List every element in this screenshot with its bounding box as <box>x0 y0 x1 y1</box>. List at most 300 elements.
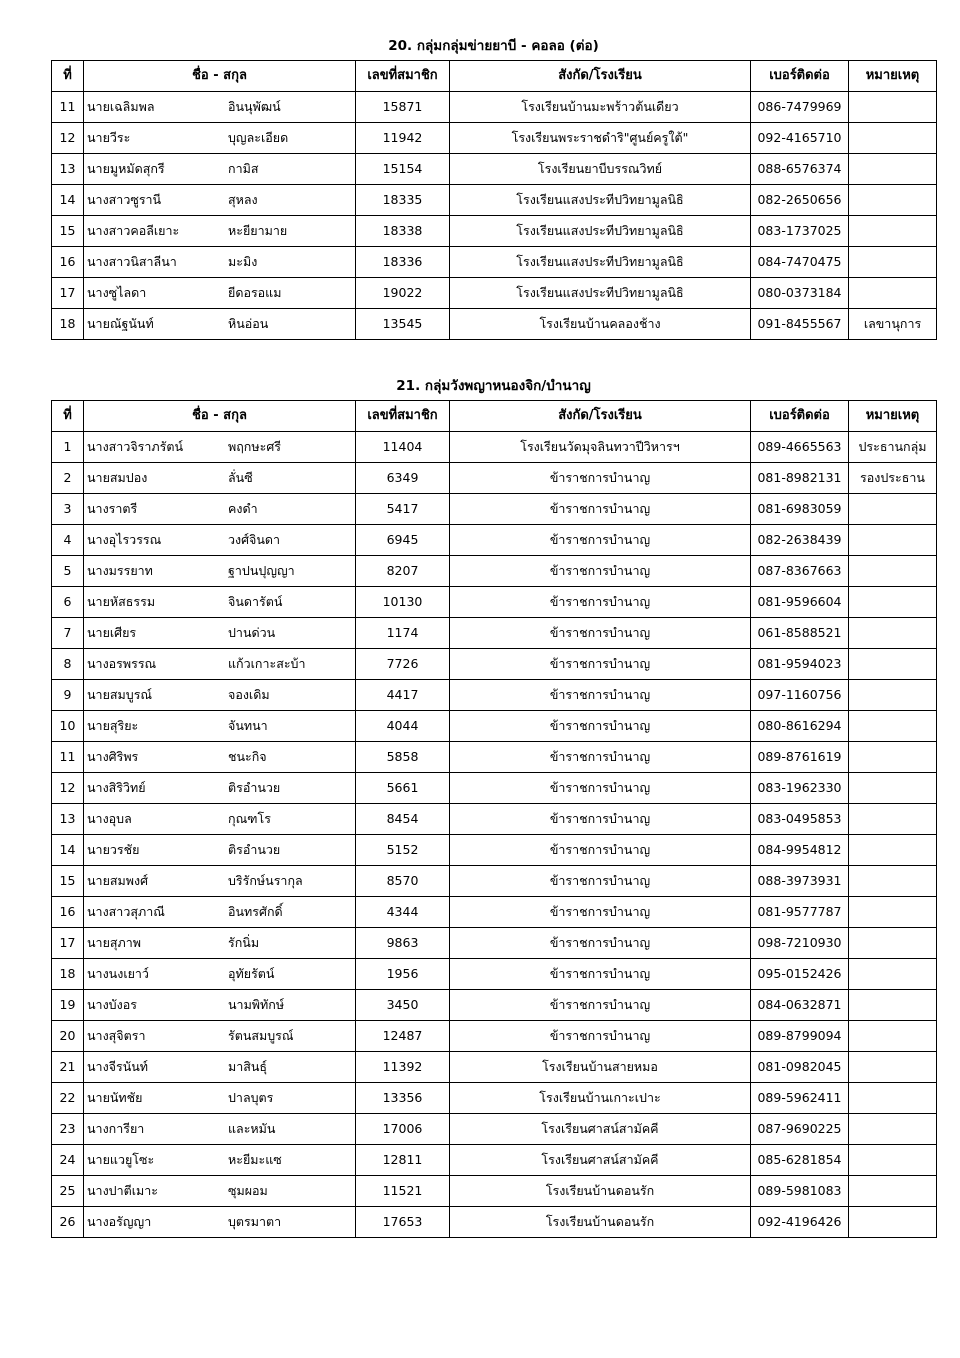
cell-note <box>849 773 937 804</box>
table-row <box>52 587 937 618</box>
last-name: แก้วเกาะสะบ้า <box>228 656 306 671</box>
cell-member-id: 6349 <box>356 463 450 494</box>
cell-member-id: 8570 <box>356 866 450 897</box>
cell-no: 18 <box>52 959 84 990</box>
cell-name <box>84 556 356 587</box>
table-row <box>52 680 937 711</box>
cell-name <box>84 835 356 866</box>
first-name: นายหัสธรรม <box>87 594 156 609</box>
cell-no: 11 <box>52 742 84 773</box>
table-body-20 <box>52 92 937 340</box>
cell-no: 4 <box>52 525 84 556</box>
first-name: นายสมบูรณ์ <box>87 687 153 702</box>
last-name: มาสินธุ์ <box>228 1059 268 1074</box>
table-row <box>52 309 937 340</box>
cell-name <box>84 742 356 773</box>
cell-member-id: 17006 <box>356 1114 450 1145</box>
last-name: พฤกษะศรี <box>228 439 281 454</box>
last-name: วงศ์จินดา <box>228 532 281 547</box>
cell-note: เลขานุการ <box>849 309 937 340</box>
cell-name <box>84 990 356 1021</box>
last-name: รัตนสมบูรณ์ <box>228 1028 294 1043</box>
cell-note <box>849 92 937 123</box>
last-name: ติรอำนวย <box>228 842 281 857</box>
cell-school: ข้าราชการบำนาญ <box>450 959 751 990</box>
last-name: ซุมผอม <box>228 1183 268 1198</box>
cell-phone: 092-4165710 <box>751 123 849 154</box>
header-school: สังกัด/โรงเรียน <box>450 401 751 432</box>
cell-member-id: 18335 <box>356 185 450 216</box>
last-name: ชนะกิจ <box>228 749 267 764</box>
cell-no: 13 <box>52 804 84 835</box>
first-name: นางสาวสุภาณี <box>87 904 165 919</box>
cell-name <box>84 463 356 494</box>
cell-no: 6 <box>52 587 84 618</box>
first-name: นางนงเยาว์ <box>87 966 149 981</box>
cell-note <box>849 649 937 680</box>
cell-no: 7 <box>52 618 84 649</box>
cell-no: 1 <box>52 432 84 463</box>
cell-phone: 087-9690225 <box>751 1114 849 1145</box>
table-row <box>52 494 937 525</box>
table-row <box>52 1207 937 1238</box>
cell-name <box>84 928 356 959</box>
cell-school: ข้าราชการบำนาญ <box>450 773 751 804</box>
last-name: บุญละเอียด <box>228 130 289 145</box>
cell-note <box>849 618 937 649</box>
cell-phone: 098-7210930 <box>751 928 849 959</box>
table-header-row <box>52 61 937 92</box>
last-name: หะยียามาย <box>228 223 288 238</box>
last-name: มะมิง <box>228 254 258 269</box>
cell-phone: 097-1160756 <box>751 680 849 711</box>
cell-note <box>849 494 937 525</box>
cell-phone: 095-0152426 <box>751 959 849 990</box>
last-name: อุทัยรัตน์ <box>228 966 275 981</box>
cell-school: ข้าราชการบำนาญ <box>450 866 751 897</box>
last-name: ฐาปนปุญญา <box>228 563 295 578</box>
table-row <box>52 216 937 247</box>
cell-school: ข้าราชการบำนาญ <box>450 680 751 711</box>
first-name: นายสมปอง <box>87 470 148 485</box>
cell-school: ข้าราชการบำนาญ <box>450 835 751 866</box>
cell-phone: 087-8367663 <box>751 556 849 587</box>
first-name: นางอุบล <box>87 811 132 826</box>
cell-school: ข้าราชการบำนาญ <box>450 711 751 742</box>
first-name: นางซูไลดา <box>87 285 147 300</box>
last-name: นามพิทักษ์ <box>228 997 285 1012</box>
cell-no: 22 <box>52 1083 84 1114</box>
section-21-title: 21. กลุ่มวังพญาหนองจิก/บำนาญ <box>396 378 591 394</box>
cell-phone: 081-8982131 <box>751 463 849 494</box>
cell-phone: 091-8455567 <box>751 309 849 340</box>
cell-name <box>84 711 356 742</box>
cell-member-id: 13545 <box>356 309 450 340</box>
first-name: นางจีรนันท์ <box>87 1059 149 1074</box>
cell-no: 8 <box>52 649 84 680</box>
cell-note <box>849 1114 937 1145</box>
cell-school: โรงเรียนบ้านมะพร้าวต้นเดียว <box>450 92 751 123</box>
first-name: นางการียา <box>87 1121 145 1136</box>
cell-school: โรงเรียนแสงประทีปวิทยามูลนิธิ <box>450 185 751 216</box>
cell-member-id: 9863 <box>356 928 450 959</box>
cell-name <box>84 773 356 804</box>
cell-member-id: 19022 <box>356 278 450 309</box>
cell-name <box>84 1052 356 1083</box>
last-name: บริรักษ์นรากุล <box>228 873 303 888</box>
cell-no: 24 <box>52 1145 84 1176</box>
last-name: และหมัน <box>228 1121 276 1136</box>
table-row <box>52 463 937 494</box>
table-header-row <box>52 401 937 432</box>
first-name: นายสุภาพ <box>87 935 142 950</box>
cell-member-id: 18336 <box>356 247 450 278</box>
cell-no: 19 <box>52 990 84 1021</box>
table-row <box>52 773 937 804</box>
cell-name <box>84 92 356 123</box>
cell-phone: 086-7479969 <box>751 92 849 123</box>
last-name: ยีดอรอแม <box>228 285 282 300</box>
cell-name <box>84 216 356 247</box>
cell-school: ข้าราชการบำนาญ <box>450 804 751 835</box>
cell-no: 13 <box>52 154 84 185</box>
table-row <box>52 1052 937 1083</box>
cell-member-id: 15154 <box>356 154 450 185</box>
last-name: ลั่นซี <box>228 470 253 485</box>
cell-name <box>84 959 356 990</box>
cell-name <box>84 897 356 928</box>
cell-name <box>84 278 356 309</box>
first-name: นางบังอร <box>87 997 137 1012</box>
cell-name <box>84 525 356 556</box>
cell-member-id: 15871 <box>356 92 450 123</box>
last-name: สุหลง <box>228 192 258 207</box>
cell-member-id: 3450 <box>356 990 450 1021</box>
header-phone: เบอร์ติดต่อ <box>751 61 849 92</box>
cell-name <box>84 154 356 185</box>
cell-name <box>84 1021 356 1052</box>
first-name: นางศิริพร <box>87 749 139 764</box>
cell-note <box>849 897 937 928</box>
last-name: ติรอำนวย <box>228 780 281 795</box>
cell-member-id: 18338 <box>356 216 450 247</box>
first-name: นายแวยูโซะ <box>87 1152 155 1167</box>
cell-name <box>84 185 356 216</box>
first-name: นายวีระ <box>87 130 131 145</box>
last-name: จันทนา <box>228 718 268 733</box>
cell-note <box>849 711 937 742</box>
header-member-id: เลขที่สมาชิก <box>356 61 450 92</box>
cell-member-id: 5858 <box>356 742 450 773</box>
cell-member-id: 11392 <box>356 1052 450 1083</box>
section-20 <box>51 34 936 340</box>
cell-note <box>849 1021 937 1052</box>
last-name: กามิส <box>228 161 259 176</box>
cell-member-id: 5152 <box>356 835 450 866</box>
cell-school: ข้าราชการบำนาญ <box>450 525 751 556</box>
cell-note: รองประธาน <box>849 463 937 494</box>
cell-name <box>84 432 356 463</box>
cell-note <box>849 990 937 1021</box>
header-note: หมายเหตุ <box>849 61 937 92</box>
table-row <box>52 742 937 773</box>
last-name: จินดารัตน์ <box>228 594 283 609</box>
cell-note: ประธานกลุ่ม <box>849 432 937 463</box>
first-name: นายเศียร <box>87 625 137 640</box>
cell-name <box>84 866 356 897</box>
cell-name <box>84 1207 356 1238</box>
cell-no: 16 <box>52 897 84 928</box>
cell-member-id: 11942 <box>356 123 450 154</box>
table-row <box>52 866 937 897</box>
cell-school: โรงเรียนยาบีบรรณวิทย์ <box>450 154 751 185</box>
cell-note <box>849 959 937 990</box>
table-row <box>52 804 937 835</box>
cell-no: 18 <box>52 309 84 340</box>
first-name: นางสุจิตรา <box>87 1028 146 1043</box>
cell-note <box>849 587 937 618</box>
table-row <box>52 1083 937 1114</box>
cell-name <box>84 1145 356 1176</box>
cell-school: ข้าราชการบำนาญ <box>450 494 751 525</box>
first-name: นายเฉลิมพล <box>87 99 155 114</box>
cell-phone: 081-6983059 <box>751 494 849 525</box>
cell-note <box>849 216 937 247</box>
cell-no: 17 <box>52 928 84 959</box>
last-name: บุตรมาตา <box>228 1214 282 1229</box>
cell-school: ข้าราชการบำนาญ <box>450 463 751 494</box>
table-row <box>52 123 937 154</box>
first-name: นายสุริยะ <box>87 718 139 733</box>
cell-school: ข้าราชการบำนาญ <box>450 897 751 928</box>
first-name: นางอุไรวรรณ <box>87 532 162 547</box>
table-row <box>52 649 937 680</box>
cell-school: โรงเรียนแสงประทีปวิทยามูลนิธิ <box>450 247 751 278</box>
table-row <box>52 1021 937 1052</box>
header-name: ชื่อ - สกุล <box>84 61 356 92</box>
cell-member-id: 8454 <box>356 804 450 835</box>
cell-school: โรงเรียนพระราชดำริ"ศูนย์ครูใต้" <box>450 123 751 154</box>
table-row <box>52 1114 937 1145</box>
cell-school: ข้าราชการบำนาญ <box>450 1021 751 1052</box>
table-row <box>52 928 937 959</box>
section-21 <box>51 374 936 1238</box>
cell-school: โรงเรียนบ้านเกาะเปาะ <box>450 1083 751 1114</box>
last-name: อินทรศักดิ์ <box>228 904 283 919</box>
last-name: จองเดิม <box>228 687 270 702</box>
cell-name <box>84 123 356 154</box>
cell-phone: 083-1737025 <box>751 216 849 247</box>
cell-phone: 082-2650656 <box>751 185 849 216</box>
cell-phone: 084-0632871 <box>751 990 849 1021</box>
table-row <box>52 556 937 587</box>
cell-no: 14 <box>52 835 84 866</box>
table-row <box>52 278 937 309</box>
header-note: หมายเหตุ <box>849 401 937 432</box>
last-name: ปาลบุตร <box>228 1090 274 1105</box>
cell-member-id: 4344 <box>356 897 450 928</box>
cell-no: 23 <box>52 1114 84 1145</box>
header-school: สังกัด/โรงเรียน <box>450 61 751 92</box>
first-name: นางสาวคอลีเยาะ <box>87 223 180 238</box>
cell-no: 12 <box>52 773 84 804</box>
first-name: นายณัฐนันท์ <box>87 316 154 331</box>
last-name: คงดำ <box>228 501 258 516</box>
cell-no: 26 <box>52 1207 84 1238</box>
cell-note <box>849 185 937 216</box>
cell-school: โรงเรียนบ้านดอนรัก <box>450 1207 751 1238</box>
first-name: นางสาวจิราภรัตน์ <box>87 439 184 454</box>
cell-school: ข้าราชการบำนาญ <box>450 742 751 773</box>
cell-note <box>849 680 937 711</box>
cell-no: 15 <box>52 216 84 247</box>
table-row <box>52 1176 937 1207</box>
cell-note <box>849 247 937 278</box>
cell-member-id: 5417 <box>356 494 450 525</box>
cell-name <box>84 680 356 711</box>
cell-phone: 081-9594023 <box>751 649 849 680</box>
cell-school: ข้าราชการบำนาญ <box>450 618 751 649</box>
cell-member-id: 4417 <box>356 680 450 711</box>
cell-note <box>849 1083 937 1114</box>
cell-member-id: 11404 <box>356 432 450 463</box>
header-no: ที่ <box>52 61 84 92</box>
member-table-21 <box>51 400 937 1238</box>
last-name: หะยีมะแซ <box>228 1152 282 1167</box>
cell-no: 11 <box>52 92 84 123</box>
cell-no: 3 <box>52 494 84 525</box>
cell-phone: 080-0373184 <box>751 278 849 309</box>
cell-note <box>849 866 937 897</box>
cell-no: 20 <box>52 1021 84 1052</box>
cell-school: โรงเรียนแสงประทีปวิทยามูลนิธิ <box>450 278 751 309</box>
cell-phone: 089-5962411 <box>751 1083 849 1114</box>
cell-no: 10 <box>52 711 84 742</box>
cell-name <box>84 1176 356 1207</box>
cell-school: โรงเรียนแสงประทีปวิทยามูลนิธิ <box>450 216 751 247</box>
cell-note <box>849 556 937 587</box>
cell-no: 17 <box>52 278 84 309</box>
first-name: นางสาวซูรานี <box>87 192 162 207</box>
cell-member-id: 4044 <box>356 711 450 742</box>
cell-phone: 083-0495853 <box>751 804 849 835</box>
cell-name <box>84 494 356 525</box>
cell-school: ข้าราชการบำนาญ <box>450 649 751 680</box>
cell-no: 14 <box>52 185 84 216</box>
first-name: นางสาวนิสาลีนา <box>87 254 177 269</box>
table-row <box>52 154 937 185</box>
cell-no: 16 <box>52 247 84 278</box>
table-row <box>52 711 937 742</box>
cell-phone: 083-1962330 <box>751 773 849 804</box>
table-row <box>52 835 937 866</box>
cell-no: 15 <box>52 866 84 897</box>
first-name: นายนัทชัย <box>87 1090 143 1105</box>
cell-member-id: 1956 <box>356 959 450 990</box>
cell-note <box>849 525 937 556</box>
cell-school: โรงเรียนวัดมุจลินทวาปีวิหารฯ <box>450 432 751 463</box>
cell-school: โรงเรียนบ้านดอนรัก <box>450 1176 751 1207</box>
cell-note <box>849 835 937 866</box>
cell-phone: 081-0982045 <box>751 1052 849 1083</box>
member-table-20 <box>51 60 937 340</box>
first-name: นางมรรยาท <box>87 563 153 578</box>
cell-phone: 080-8616294 <box>751 711 849 742</box>
table-row <box>52 92 937 123</box>
cell-member-id: 8207 <box>356 556 450 587</box>
first-name: นายวรชัย <box>87 842 140 857</box>
cell-school: โรงเรียนศาสน์สามัคคี <box>450 1145 751 1176</box>
cell-member-id: 12811 <box>356 1145 450 1176</box>
cell-phone: 082-2638439 <box>751 525 849 556</box>
cell-member-id: 13356 <box>356 1083 450 1114</box>
cell-no: 2 <box>52 463 84 494</box>
cell-phone: 089-4665563 <box>751 432 849 463</box>
table-row <box>52 897 937 928</box>
section-20-title: 20. กลุ่มกลุ่มข่ายยาบี - คอลอ (ต่อ) <box>388 38 599 54</box>
table-body-21 <box>52 432 937 1238</box>
cell-phone: 088-6576374 <box>751 154 849 185</box>
header-member-id: เลขที่สมาชิก <box>356 401 450 432</box>
cell-no: 21 <box>52 1052 84 1083</box>
cell-phone: 081-9577787 <box>751 897 849 928</box>
cell-no: 5 <box>52 556 84 587</box>
cell-phone: 085-6281854 <box>751 1145 849 1176</box>
cell-note <box>849 742 937 773</box>
cell-note <box>849 1176 937 1207</box>
table-row <box>52 525 937 556</box>
header-phone: เบอร์ติดต่อ <box>751 401 849 432</box>
cell-note <box>849 1052 937 1083</box>
first-name: นางสิริวิทย์ <box>87 780 146 795</box>
last-name: รักนิ่ม <box>228 935 260 950</box>
cell-name <box>84 649 356 680</box>
cell-name <box>84 247 356 278</box>
cell-note <box>849 1207 937 1238</box>
cell-name <box>84 1083 356 1114</box>
cell-member-id: 7726 <box>356 649 450 680</box>
cell-phone: 089-5981083 <box>751 1176 849 1207</box>
cell-phone: 061-8588521 <box>751 618 849 649</box>
cell-note <box>849 154 937 185</box>
cell-member-id: 12487 <box>356 1021 450 1052</box>
header-name: ชื่อ - สกุล <box>84 401 356 432</box>
first-name: นางอรพรรณ <box>87 656 157 671</box>
cell-member-id: 5661 <box>356 773 450 804</box>
cell-phone: 092-4196426 <box>751 1207 849 1238</box>
table-row <box>52 990 937 1021</box>
cell-phone: 081-9596604 <box>751 587 849 618</box>
cell-school: ข้าราชการบำนาญ <box>450 928 751 959</box>
cell-name <box>84 1114 356 1145</box>
cell-school: โรงเรียนศาสน์สามัคคี <box>450 1114 751 1145</box>
cell-member-id: 10130 <box>356 587 450 618</box>
cell-note <box>849 804 937 835</box>
cell-name <box>84 618 356 649</box>
cell-name <box>84 309 356 340</box>
cell-phone: 084-9954812 <box>751 835 849 866</box>
first-name: นางปาตีเมาะ <box>87 1183 158 1198</box>
cell-no: 9 <box>52 680 84 711</box>
header-no: ที่ <box>52 401 84 432</box>
last-name: อินนุพัฒน์ <box>228 99 281 114</box>
cell-school: โรงเรียนบ้านคลองช้าง <box>450 309 751 340</box>
cell-phone: 089-8761619 <box>751 742 849 773</box>
table-row <box>52 185 937 216</box>
first-name: นางราตรี <box>87 501 138 516</box>
cell-note <box>849 123 937 154</box>
cell-name <box>84 587 356 618</box>
